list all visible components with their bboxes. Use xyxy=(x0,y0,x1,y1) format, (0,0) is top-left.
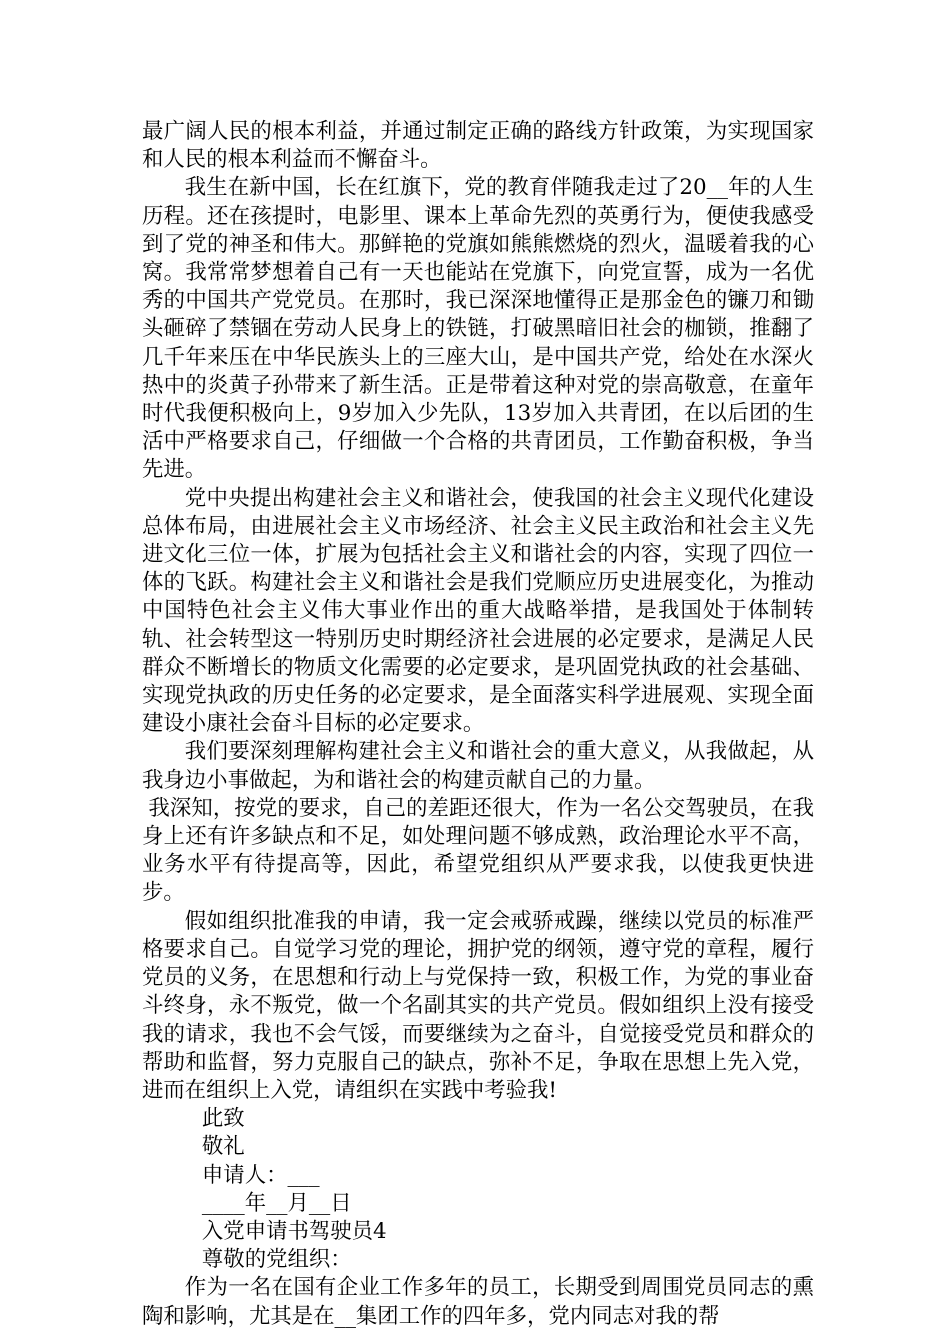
closing-zhi: 此致 xyxy=(201,1106,245,1132)
document-page xyxy=(142,118,814,1331)
paragraph: 假如组织批准我的申请，我一定会戒骄戒躁，继续以党员的标准严格要求自己。自觉学习党的理论，拥护党的纲领，遵守党的章程，履行党员的义务，在思想和行动上与党保持一致，积极工作，为党的事业奋斗终身，永不叛党，做一个名副其实的共产党员。假如组织上没有接受我的请求，我也不会气馁，而要继续为之奋斗，自觉接受党员和群众的帮助和监督，努力克服自己的缺点，弥补不足，争取在思想上先入党，进而在组织上入党，请组织在实践中考验我! xyxy=(142,908,814,1103)
salutation: 尊敬的党组织： xyxy=(201,1247,352,1273)
applicant-line: 申请人：___ xyxy=(201,1162,320,1188)
paragraph: 作为一名在国有企业工作多年的员工，长期受到周围党员同志的熏陶和影响，尤其是在__集团工作的四年多，党内同志对我的帮 xyxy=(142,1275,814,1329)
date-line: ____年__月__日 xyxy=(201,1190,352,1216)
section-heading: 入党申请书驾驶员4 xyxy=(201,1218,387,1244)
paragraph: 党中央提出构建社会主义和谐社会，使我国的社会主义现代化建设总体布局，由进展社会主义市场经济、社会主义民主政治和社会主义先进文化三位一体，扩展为包括社会主义和谐社会的内容，实现了四位一体的飞跃。构建社会主义和谐社会是我们党顺应历史进展变化，为推动中国特色社会主义伟大事业作出的重大战略举措，是我国处于体制转轨、社会转型这一特别历史时期经济社会进展的必定要求，是满足人民群众不断增长的物质文化需要的必定要求，是巩固党执政的社会基础、实现党执政的历史任务的必定要求，是全面落实科学进展观、实现全面建设小康社会奋斗目标的必定要求。 xyxy=(142,485,814,737)
paragraph: 我深知，按党的要求，自己的差距还很大，作为一名公交驾驶员，在我身上还有许多缺点和不足，如处理问题不够成熟，政治理论水平不高，业务水平有待提高等，因此，希望党组织从严要求我，以使我更快进步。 xyxy=(142,795,814,906)
closing-li: 敬礼 xyxy=(201,1134,245,1160)
paragraph: 我生在新中国，长在红旗下，党的教育伴随我走过了20__年的人生历程。还在孩提时，电影里、课本上革命先烈的英勇行为，便使我感受到了党的神圣和伟大。那鲜艳的党旗如熊熊燃烧的烈火，温暖着我的心窝。我常常梦想着自己有一天也能站在党旗下，向党宣誓，成为一名优秀的中国共产党党员。在那时，我已深深地懂得正是那金色的镰刀和锄头砸碎了禁锢在劳动人民身上的铁链，打破黑暗旧社会的枷锁，推翻了几千年来压在中华民族头上的三座大山，是中国共产党，给处在水深火热中的炎黄子孙带来了新生活。正是带着这种对党的崇高敬意，在童年时代我便积极向上，9岁加入少先队，13岁加入共青团，在以后团的生活中严格要求自己，仔细做一个合格的共青团员，工作勤奋积极，争当先进。 xyxy=(142,175,814,483)
paragraph: 最广阔人民的根本利益，并通过制定正确的路线方针政策，为实现国家和人民的根本利益而不懈奋斗。 xyxy=(142,119,814,173)
paragraph: 我们要深刻理解构建社会主义和谐社会的重大意义，从我做起，从我身边小事做起，为和谐社会的构建贡献自己的力量。 xyxy=(142,739,814,793)
